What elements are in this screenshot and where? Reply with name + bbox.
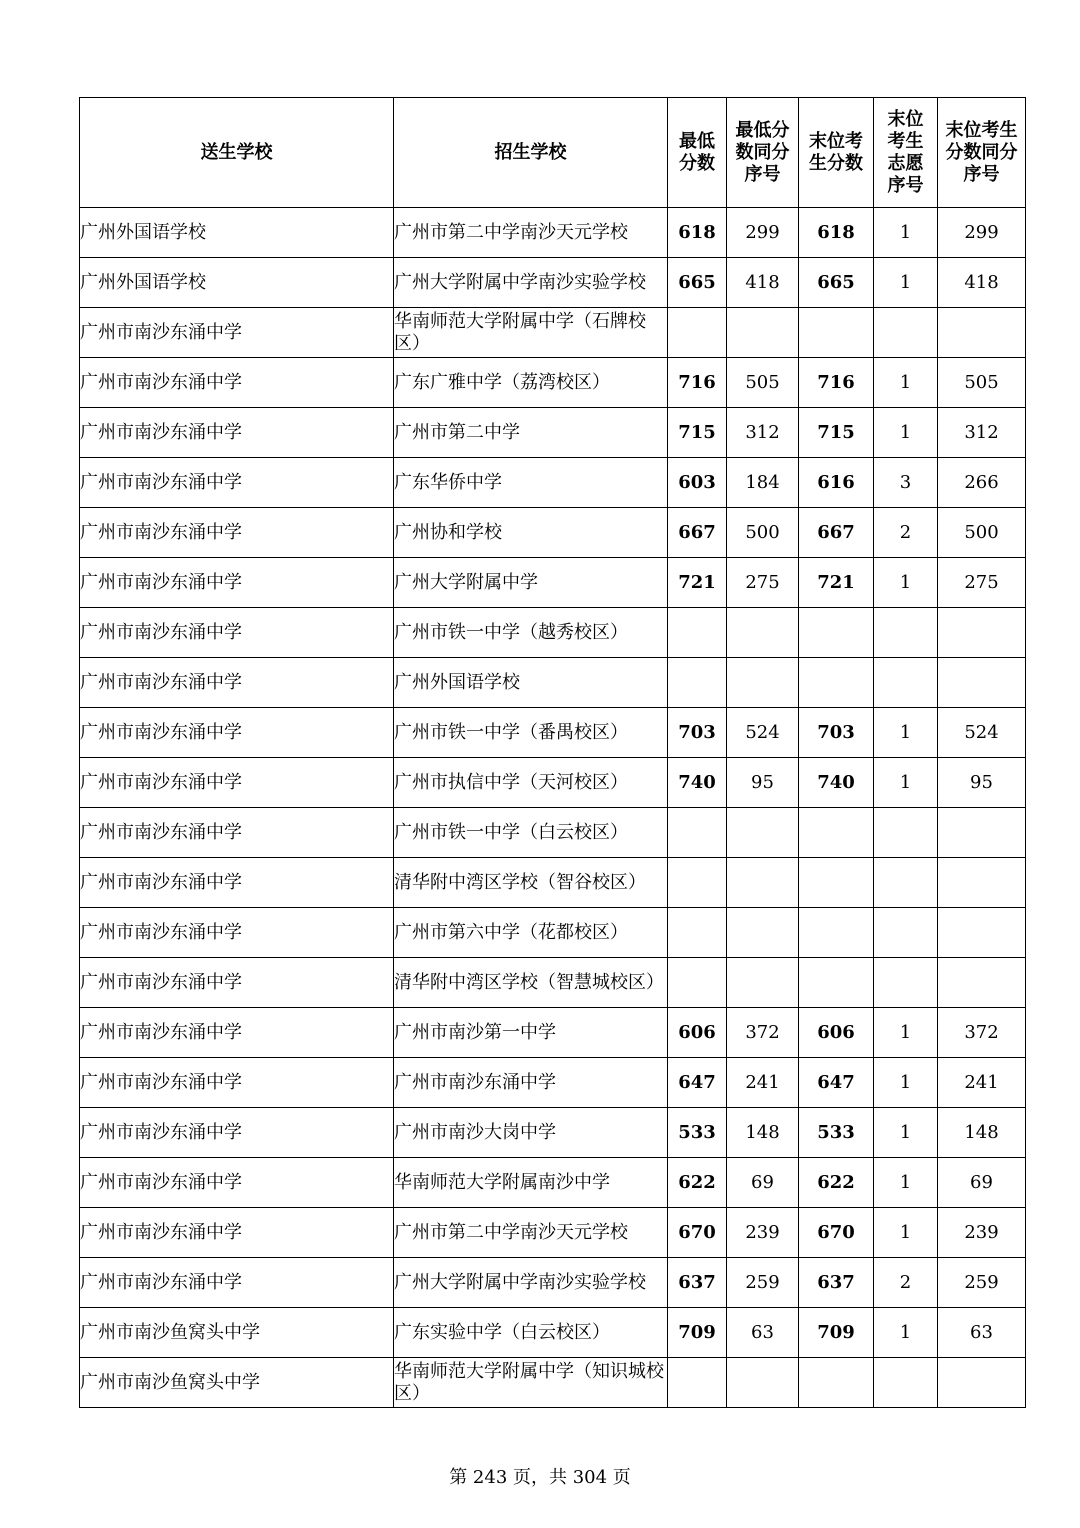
- min-score-rank-cell: 372: [727, 1008, 799, 1058]
- table-row: [80, 1208, 1026, 1258]
- header-recv-school: 招生学校: [394, 98, 668, 208]
- last-score-cell: 618: [799, 208, 874, 258]
- send-school-cell: 广州市南沙鱼窝头中学: [80, 1358, 394, 1408]
- last-score-cell: 667: [799, 508, 874, 558]
- send-school-cell: 广州市南沙东涌中学: [80, 858, 394, 908]
- recv-school-cell: 广州市第二中学: [394, 408, 668, 458]
- min-score-rank-cell: 505: [727, 358, 799, 408]
- last-score-rank-cell: 372: [938, 1008, 1026, 1058]
- table-row: [80, 308, 1026, 358]
- last-choice-cell: 1: [874, 1158, 938, 1208]
- last-score-rank-cell: 312: [938, 408, 1026, 458]
- last-score-cell: [799, 908, 874, 958]
- min-score-rank-cell: 95: [727, 758, 799, 808]
- table-row: [80, 1108, 1026, 1158]
- table-row: [80, 1258, 1026, 1308]
- last-score-cell: 721: [799, 558, 874, 608]
- last-score-rank-cell: 95: [938, 758, 1026, 808]
- last-score-cell: 670: [799, 1208, 874, 1258]
- last-score-cell: [799, 308, 874, 358]
- min-score-cell: 637: [668, 1258, 727, 1308]
- min-score-rank-cell: 259: [727, 1258, 799, 1308]
- header-last-score-rank: 末位考生分数同分序号: [938, 98, 1026, 208]
- last-score-cell: 715: [799, 408, 874, 458]
- send-school-cell: 广州市南沙东涌中学: [80, 458, 394, 508]
- recv-school-cell: 广东华侨中学: [394, 458, 668, 508]
- header-last-score: 末位考生分数: [799, 98, 874, 208]
- table-row: [80, 858, 1026, 908]
- min-score-cell: 667: [668, 508, 727, 558]
- last-score-cell: 647: [799, 1058, 874, 1108]
- min-score-cell: 670: [668, 1208, 727, 1258]
- last-score-cell: [799, 658, 874, 708]
- min-score-rank-cell: 239: [727, 1208, 799, 1258]
- last-choice-cell: 3: [874, 458, 938, 508]
- last-score-rank-cell: [938, 858, 1026, 908]
- min-score-rank-cell: [727, 808, 799, 858]
- last-score-cell: 665: [799, 258, 874, 308]
- min-score-cell: [668, 958, 727, 1008]
- header-send-school: 送生学校: [80, 98, 394, 208]
- last-score-rank-cell: 299: [938, 208, 1026, 258]
- header-last-choice: 末位考生志愿序号: [874, 98, 938, 208]
- table-row: [80, 558, 1026, 608]
- recv-school-cell: 广州市铁一中学（白云校区）: [394, 808, 668, 858]
- last-choice-cell: 2: [874, 1258, 938, 1308]
- table-row: [80, 458, 1026, 508]
- last-score-rank-cell: [938, 308, 1026, 358]
- last-score-rank-cell: [938, 908, 1026, 958]
- last-choice-cell: 1: [874, 1058, 938, 1108]
- last-score-cell: [799, 808, 874, 858]
- min-score-cell: [668, 658, 727, 708]
- send-school-cell: 广州市南沙东涌中学: [80, 608, 394, 658]
- send-school-cell: 广州外国语学校: [80, 208, 394, 258]
- min-score-rank-cell: [727, 308, 799, 358]
- last-choice-cell: [874, 608, 938, 658]
- send-school-cell: 广州市南沙东涌中学: [80, 558, 394, 608]
- recv-school-cell: 华南师范大学附属中学（知识城校区）: [394, 1358, 668, 1408]
- min-score-rank-cell: 275: [727, 558, 799, 608]
- min-score-cell: 709: [668, 1308, 727, 1358]
- last-score-cell: 703: [799, 708, 874, 758]
- last-choice-cell: [874, 908, 938, 958]
- min-score-cell: 647: [668, 1058, 727, 1108]
- table-row: [80, 958, 1026, 1008]
- min-score-rank-cell: [727, 608, 799, 658]
- min-score-cell: 533: [668, 1108, 727, 1158]
- table-row: [80, 1358, 1026, 1408]
- last-score-rank-cell: 266: [938, 458, 1026, 508]
- send-school-cell: 广州市南沙东涌中学: [80, 1158, 394, 1208]
- last-score-rank-cell: [938, 958, 1026, 1008]
- send-school-cell: 广州市南沙东涌中学: [80, 1258, 394, 1308]
- header-row: [80, 98, 1026, 208]
- min-score-cell: 740: [668, 758, 727, 808]
- send-school-cell: 广州市南沙东涌中学: [80, 1008, 394, 1058]
- last-score-cell: [799, 858, 874, 908]
- min-score-cell: [668, 608, 727, 658]
- recv-school-cell: 广东广雅中学（荔湾校区）: [394, 358, 668, 408]
- last-score-rank-cell: 148: [938, 1108, 1026, 1158]
- recv-school-cell: 广州大学附属中学南沙实验学校: [394, 258, 668, 308]
- last-score-cell: [799, 608, 874, 658]
- min-score-rank-cell: 184: [727, 458, 799, 508]
- last-score-rank-cell: 259: [938, 1258, 1026, 1308]
- min-score-rank-cell: 299: [727, 208, 799, 258]
- table-row: [80, 908, 1026, 958]
- table-row: [80, 508, 1026, 558]
- table-row: [80, 608, 1026, 658]
- table-row: [80, 358, 1026, 408]
- recv-school-cell: 华南师范大学附属中学（石牌校区）: [394, 308, 668, 358]
- recv-school-cell: 广州市第二中学南沙天元学校: [394, 208, 668, 258]
- header-min-score: 最低分数: [668, 98, 727, 208]
- recv-school-cell: 广州市南沙第一中学: [394, 1008, 668, 1058]
- last-choice-cell: 1: [874, 1008, 938, 1058]
- send-school-cell: 广州市南沙东涌中学: [80, 708, 394, 758]
- last-score-rank-cell: 63: [938, 1308, 1026, 1358]
- last-choice-cell: 1: [874, 1208, 938, 1258]
- recv-school-cell: 华南师范大学附属南沙中学: [394, 1158, 668, 1208]
- recv-school-cell: 广州外国语学校: [394, 658, 668, 708]
- last-score-cell: 622: [799, 1158, 874, 1208]
- last-score-cell: 606: [799, 1008, 874, 1058]
- send-school-cell: 广州市南沙东涌中学: [80, 908, 394, 958]
- send-school-cell: 广州外国语学校: [80, 258, 394, 308]
- last-choice-cell: [874, 858, 938, 908]
- last-choice-cell: [874, 958, 938, 1008]
- min-score-rank-cell: [727, 658, 799, 708]
- min-score-cell: [668, 1358, 727, 1408]
- send-school-cell: 广州市南沙东涌中学: [80, 958, 394, 1008]
- min-score-rank-cell: 418: [727, 258, 799, 308]
- send-school-cell: 广州市南沙东涌中学: [80, 308, 394, 358]
- min-score-cell: [668, 308, 727, 358]
- min-score-cell: [668, 858, 727, 908]
- last-choice-cell: 1: [874, 258, 938, 308]
- header-min-score-rank: 最低分数同分序号: [727, 98, 799, 208]
- send-school-cell: 广州市南沙东涌中学: [80, 1208, 394, 1258]
- min-score-cell: [668, 808, 727, 858]
- last-score-rank-cell: 500: [938, 508, 1026, 558]
- send-school-cell: 广州市南沙东涌中学: [80, 808, 394, 858]
- min-score-cell: 703: [668, 708, 727, 758]
- min-score-rank-cell: [727, 908, 799, 958]
- send-school-cell: 广州市南沙鱼窝头中学: [80, 1308, 394, 1358]
- min-score-rank-cell: [727, 1358, 799, 1408]
- recv-school-cell: 广州大学附属中学: [394, 558, 668, 608]
- last-choice-cell: [874, 308, 938, 358]
- last-score-rank-cell: 239: [938, 1208, 1026, 1258]
- min-score-cell: 622: [668, 1158, 727, 1208]
- send-school-cell: 广州市南沙东涌中学: [80, 758, 394, 808]
- min-score-cell: 715: [668, 408, 727, 458]
- last-score-cell: [799, 1358, 874, 1408]
- recv-school-cell: 广州市南沙大岗中学: [394, 1108, 668, 1158]
- send-school-cell: 广州市南沙东涌中学: [80, 408, 394, 458]
- table-row: [80, 808, 1026, 858]
- page-number: 第 243 页，共 304 页: [449, 1467, 631, 1488]
- recv-school-cell: 广州市第二中学南沙天元学校: [394, 1208, 668, 1258]
- recv-school-cell: 广东实验中学（白云校区）: [394, 1308, 668, 1358]
- last-score-rank-cell: 524: [938, 708, 1026, 758]
- table-row: [80, 408, 1026, 458]
- min-score-rank-cell: [727, 958, 799, 1008]
- send-school-cell: 广州市南沙东涌中学: [80, 508, 394, 558]
- last-choice-cell: 1: [874, 758, 938, 808]
- table-row: [80, 708, 1026, 758]
- last-score-cell: [799, 958, 874, 1008]
- min-score-cell: 665: [668, 258, 727, 308]
- min-score-rank-cell: 524: [727, 708, 799, 758]
- table-body: [80, 208, 1026, 1408]
- min-score-rank-cell: 241: [727, 1058, 799, 1108]
- table-row: [80, 1058, 1026, 1108]
- last-choice-cell: 1: [874, 1108, 938, 1158]
- last-score-rank-cell: 69: [938, 1158, 1026, 1208]
- recv-school-cell: 广州协和学校: [394, 508, 668, 558]
- send-school-cell: 广州市南沙东涌中学: [80, 1058, 394, 1108]
- last-score-rank-cell: [938, 658, 1026, 708]
- last-choice-cell: [874, 808, 938, 858]
- last-score-cell: 740: [799, 758, 874, 808]
- last-score-rank-cell: 418: [938, 258, 1026, 308]
- last-score-rank-cell: [938, 808, 1026, 858]
- last-score-rank-cell: 241: [938, 1058, 1026, 1108]
- min-score-cell: 721: [668, 558, 727, 608]
- min-score-cell: [668, 908, 727, 958]
- last-choice-cell: 1: [874, 358, 938, 408]
- recv-school-cell: 清华附中湾区学校（智慧城校区）: [394, 958, 668, 1008]
- min-score-rank-cell: [727, 858, 799, 908]
- send-school-cell: 广州市南沙东涌中学: [80, 358, 394, 408]
- last-choice-cell: [874, 1358, 938, 1408]
- min-score-cell: 606: [668, 1008, 727, 1058]
- table-row: [80, 658, 1026, 708]
- last-score-rank-cell: 505: [938, 358, 1026, 408]
- last-score-rank-cell: [938, 608, 1026, 658]
- recv-school-cell: 广州市执信中学（天河校区）: [394, 758, 668, 808]
- min-score-rank-cell: 500: [727, 508, 799, 558]
- last-score-cell: 637: [799, 1258, 874, 1308]
- recv-school-cell: 广州市南沙东涌中学: [394, 1058, 668, 1108]
- recv-school-cell: 广州市铁一中学（番禺校区）: [394, 708, 668, 758]
- table-row: [80, 758, 1026, 808]
- table-row: [80, 1008, 1026, 1058]
- recv-school-cell: 广州市铁一中学（越秀校区）: [394, 608, 668, 658]
- last-choice-cell: 1: [874, 208, 938, 258]
- last-score-cell: 616: [799, 458, 874, 508]
- last-score-cell: 533: [799, 1108, 874, 1158]
- last-choice-cell: 1: [874, 408, 938, 458]
- recv-school-cell: 广州大学附属中学南沙实验学校: [394, 1258, 668, 1308]
- min-score-cell: 618: [668, 208, 727, 258]
- last-choice-cell: 1: [874, 558, 938, 608]
- table-row: [80, 208, 1026, 258]
- last-choice-cell: 2: [874, 508, 938, 558]
- last-choice-cell: [874, 658, 938, 708]
- min-score-rank-cell: 312: [727, 408, 799, 458]
- last-choice-cell: 1: [874, 1308, 938, 1358]
- table-row: [80, 258, 1026, 308]
- table-row: [80, 1308, 1026, 1358]
- send-school-cell: 广州市南沙东涌中学: [80, 1108, 394, 1158]
- min-score-rank-cell: 69: [727, 1158, 799, 1208]
- min-score-cell: 603: [668, 458, 727, 508]
- recv-school-cell: 清华附中湾区学校（智谷校区）: [394, 858, 668, 908]
- last-choice-cell: 1: [874, 708, 938, 758]
- send-school-cell: 广州市南沙东涌中学: [80, 658, 394, 708]
- min-score-rank-cell: 148: [727, 1108, 799, 1158]
- last-score-rank-cell: [938, 1358, 1026, 1408]
- min-score-cell: 716: [668, 358, 727, 408]
- score-table: [79, 97, 1026, 1408]
- recv-school-cell: 广州市第六中学（花都校区）: [394, 908, 668, 958]
- table-row: [80, 1158, 1026, 1208]
- last-score-cell: 709: [799, 1308, 874, 1358]
- last-score-rank-cell: 275: [938, 558, 1026, 608]
- min-score-rank-cell: 63: [727, 1308, 799, 1358]
- last-score-cell: 716: [799, 358, 874, 408]
